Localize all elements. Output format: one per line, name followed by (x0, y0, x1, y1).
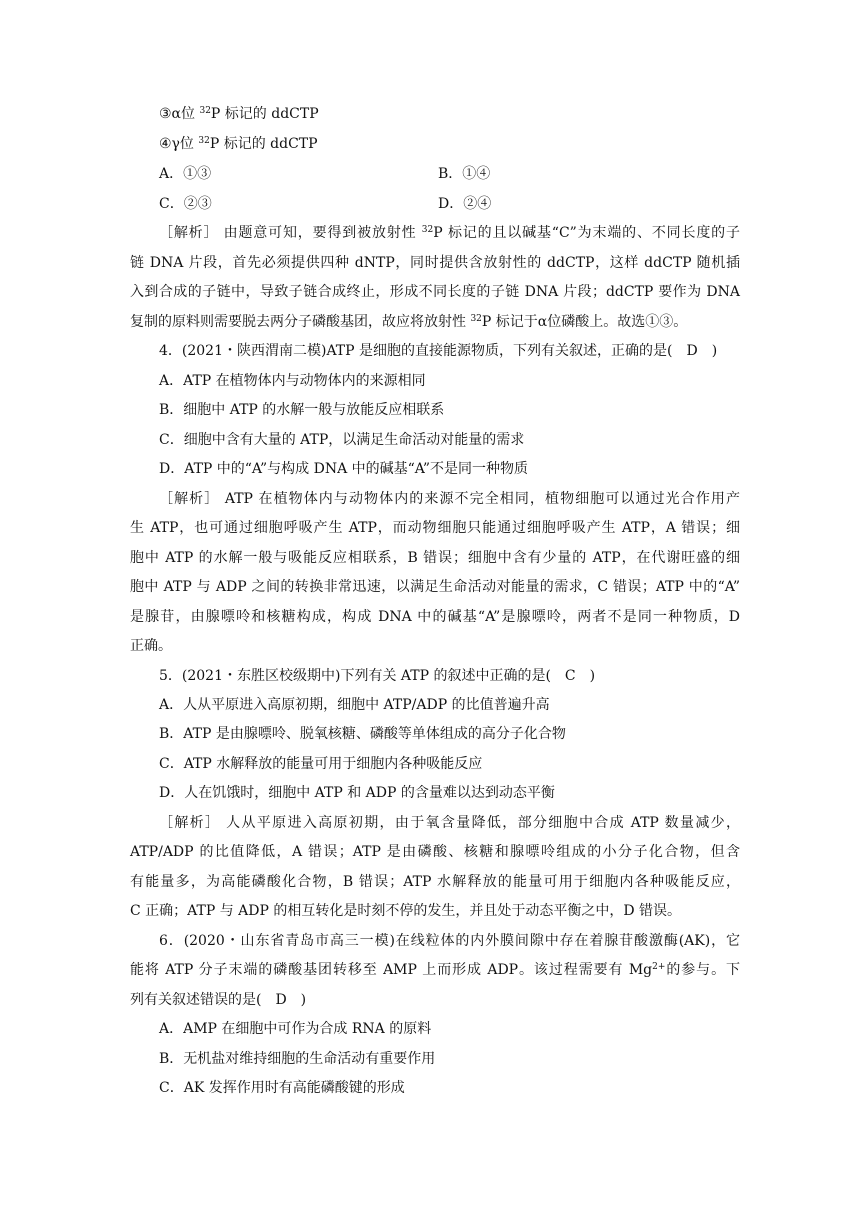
q4-explanation-line: 生 ATP，也可通过细胞呼吸产生 ATP，而动物细胞只能通过细胞呼吸产生 ATP，A 错误；细 (130, 520, 740, 536)
q5-choice-c: C．ATP 水解释放的能量可用于细胞内各种吸能反应 (159, 756, 483, 772)
q3-choice-c: C．②③ (159, 196, 212, 212)
q4-choice-b: B．细胞中 ATP 的水解一般与放能反应相联系 (159, 402, 445, 418)
q6-choice-a: A．AMP 在细胞中可作为合成 RNA 的原料 (159, 1021, 432, 1037)
q5-choice-b: B．ATP 是由腺嘌呤、脱氧核糖、磷酸等单体组成的高分子化合物 (159, 726, 566, 742)
q6-choice-b: B．无机盐对维持细胞的生命活动有重要作用 (159, 1051, 436, 1067)
q3-choice-a: A．①③ (159, 166, 212, 182)
q6-choice-c: C．AK 发挥作用时有高能磷酸键的形成 (159, 1080, 405, 1096)
q6-stem: 能将 ATP 分子末端的磷酸基团转移至 AMP 上而形成 ADP。该过程需要有 $Mg^{2+}$的参与。下 (130, 962, 740, 978)
q4-choice-c: C．细胞中含有大量的 ATP，以满足生命活动对能量的需求 (159, 432, 525, 448)
q5-explanation-line: ［解析］ 人从平原进入高原初期，由于氧含量降低，部分细胞中合成 ATP 数量减少， (159, 815, 740, 831)
q3-explanation-line: 复制的原料则需要脱去两分子磷酸基团，故应将放射性 $^{32}$P 标记于α位磷酸上。故选①③。 (130, 314, 688, 330)
q5-choice-a: A．人从平原进入高原初期，细胞中 ATP/ADP 的比值普遍升高 (159, 697, 550, 713)
q5-explanation-line: 有能量多，为高能磷酸化合物，B 错误；ATP 水解释放的能量可用于细胞内各种吸能反应， (130, 874, 740, 890)
q4-choice-a: A．ATP 在植物体内与动物体内的来源相同 (159, 373, 426, 389)
q4-stem: 4．(2021・陕西渭南二模)ATP 是细胞的直接能源物质，下列有关叙述，正确的是( D ) (159, 343, 718, 359)
q3-choice-b: B．①④ (438, 166, 491, 182)
q5-choice-d: D．人在饥饿时，细胞中 ATP 和 ADP 的含量难以达到动态平衡 (159, 785, 555, 801)
q4-explanation-line: 胞中 ATP 与 ADP 之间的转换非常迅速，以满足生命活动对能量的需求，C 错误；ATP 中的“A” (130, 579, 740, 595)
q4-explanation-line: 正确。 (130, 638, 172, 654)
q3-explanation-line: 入到合成的子链中，导致子链合成终止，形成不同长度的子链 DNA 片段；ddCTP 要作为 DNA (130, 284, 740, 300)
q4-explanation-line: 胞中 ATP 的水解一般与吸能反应相联系，B 错误；细胞中含有少量的 ATP，在代谢旺盛的细 (130, 550, 740, 566)
option-4: ④γ位 $^{32}$P 标记的 ddCTP (159, 136, 318, 152)
q6-stem: 列有关叙述错误的是( D ) (130, 992, 307, 1008)
q5-explanation-line: ATP/ADP 的比值降低，A 错误；ATP 是由磷酸、核糖和腺嘌呤组成的小分子化合物，但含 (130, 844, 740, 860)
q5-stem: 5．(2021・东胜区校级期中)下列有关 ATP 的叙述中正确的是( C ) (159, 668, 596, 684)
q4-explanation-line: 是腺苷，由腺嘌呤和核糖构成，构成 DNA 中的碱基“A”是腺嘌呤，两者不是同一种物质，D (130, 609, 740, 625)
q4-choice-d: D．ATP 中的“A”与构成 DNA 中的碱基“A”不是同一种物质 (159, 461, 528, 477)
q6-stem: 6．(2020・山东省青岛市高三一模)在线粒体的内外膜间隙中存在着腺苷酸激酶(AK)，它 (159, 933, 740, 949)
q3-choice-d: D．②④ (438, 196, 492, 212)
q5-explanation-line: C 正确；ATP 与 ADP 的相互转化是时刻不停的发生，并且处于动态平衡之中，D 错误。 (130, 903, 682, 919)
option-3: ③α位 $^{32}$P 标记的 ddCTP (159, 106, 319, 122)
q4-explanation-line: ［解析］ ATP 在植物体内与动物体内的来源不完全相同，植物细胞可以通过光合作用产 (159, 491, 740, 507)
q3-explanation-line: 链 DNA 片段，首先必须提供四种 dNTP，同时提供含放射性的 ddCTP，这样 ddCTP 随机插 (130, 255, 740, 271)
q3-explanation-line: ［解析］ 由题意可知，要得到被放射性 $^{32}$P 标记的且以碱基“C”为末端的、不同长度的子 (159, 225, 740, 241)
